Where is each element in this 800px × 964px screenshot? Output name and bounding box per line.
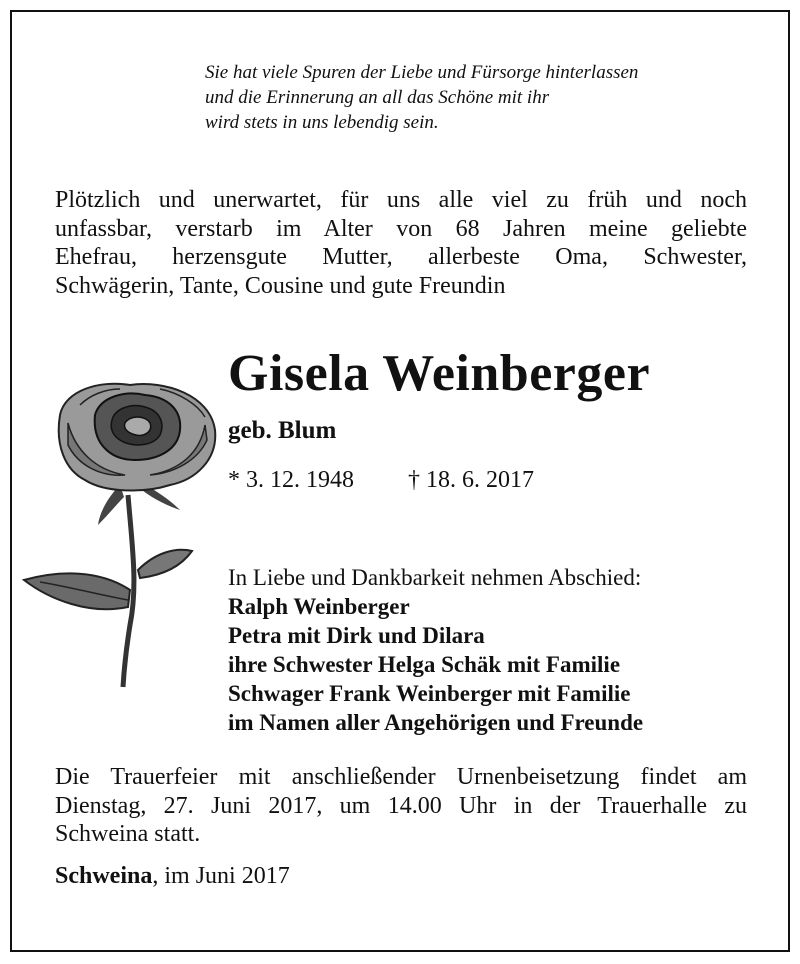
funeral-line: Schweina statt. <box>55 821 201 847</box>
funeral-line: Dienstag, 27. Juni 2017, um 14.00 Uhr in der Trauerhalle zu <box>55 792 747 819</box>
place-town: Schweina <box>55 863 153 889</box>
mourners-block <box>228 563 643 737</box>
motto-line: wird stets in uns lebendig sein. <box>205 112 439 133</box>
motto-line: Sie hat viele Spuren der Liebe und Fürsorge hinterlassen <box>205 62 639 83</box>
rose-icon <box>20 375 220 695</box>
mourner-name: im Namen aller Angehörigen und Freunde <box>228 710 644 735</box>
announcement-text <box>55 186 747 300</box>
death-date: † 18. 6. 2017 <box>408 467 534 493</box>
motto-line: und die Erinnerung an all das Schöne mit ihr <box>205 87 550 108</box>
place-date <box>55 863 290 890</box>
announcement-line: Ehefrau, herzensgute Mutter, allerbeste Oma, Schwester, <box>55 244 747 270</box>
announcement-line: Plötzlich und unerwartet, für uns alle viel zu früh und noch <box>55 187 747 213</box>
deceased-name: Gisela Weinberger <box>228 345 651 402</box>
mourner-name: Ralph Weinberger <box>228 594 410 619</box>
funeral-info <box>55 763 747 849</box>
announcement-line: Schwägerin, Tante, Cousine und gute Freundin <box>55 272 506 299</box>
mourner-name: ihre Schwester Helga Schäk mit Familie <box>228 652 621 677</box>
announcement-line: unfassbar, verstarb im Alter von 68 Jahren meine geliebte <box>55 215 747 242</box>
mourner-name: Schwager Frank Weinberger mit Familie <box>228 681 631 706</box>
place-date-text: , im Juni 2017 <box>152 863 290 889</box>
mourners-heading: In Liebe und Dankbarkeit nehmen Abschied: <box>228 565 642 590</box>
funeral-line: Die Trauerfeier mit anschließender Urnenbeisetzung findet am <box>55 764 747 790</box>
motto-quote <box>205 60 638 135</box>
birth-date: * 3. 12. 1948 <box>228 467 354 493</box>
life-dates <box>228 467 534 494</box>
mourner-name: Petra mit Dirk und Dilara <box>228 623 485 648</box>
maiden-name: geb. Blum <box>228 417 337 444</box>
